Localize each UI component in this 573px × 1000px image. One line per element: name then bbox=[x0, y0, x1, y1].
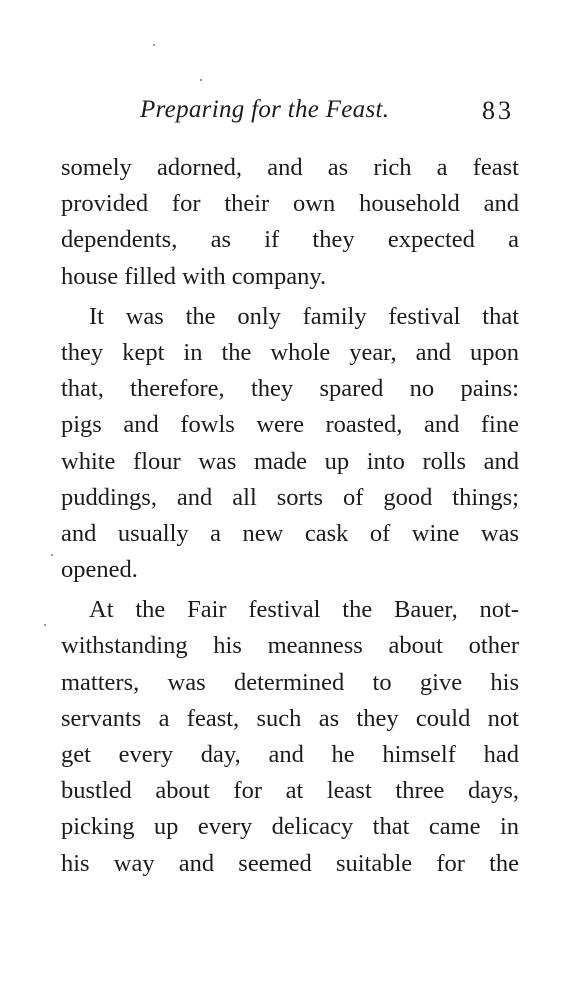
body-text bbox=[61, 150, 519, 882]
paragraph-3 bbox=[61, 592, 519, 882]
paragraph-2 bbox=[61, 299, 519, 589]
text-line: It was the only family festival that bbox=[89, 302, 519, 330]
text-line: bustled about for at least three days, bbox=[61, 777, 519, 805]
text-line: dependents, as if they expected a bbox=[61, 226, 519, 254]
text-line: and usually a new cask of wine was bbox=[61, 519, 519, 547]
text-line: that, therefore, they spared no pains: bbox=[61, 375, 519, 403]
text-line: picking up every delicacy that came in bbox=[61, 813, 519, 841]
paper-speck bbox=[44, 624, 46, 626]
paragraph-1 bbox=[61, 150, 519, 295]
paper-speck bbox=[153, 44, 155, 46]
running-head bbox=[140, 96, 520, 132]
text-line: withstanding his meanness about other bbox=[61, 632, 519, 660]
text-line: puddings, and all sorts of good things; bbox=[61, 483, 519, 511]
text-line: pigs and fowls were roasted, and fine bbox=[61, 411, 519, 439]
text-line: matters, was determined to give his bbox=[61, 668, 519, 696]
running-head-title: Preparing for the Feast. bbox=[140, 96, 390, 123]
page-number: 83 bbox=[482, 96, 514, 125]
paper-speck bbox=[51, 554, 53, 556]
text-line: At the Fair festival the Bauer, not- bbox=[89, 596, 519, 624]
text-line: get every day, and he himself had bbox=[61, 741, 519, 768]
text-line: they kept in the whole year, and upon bbox=[61, 338, 519, 366]
paper-speck bbox=[200, 79, 202, 81]
text-line: provided for their own household and bbox=[61, 190, 519, 218]
text-line: white flour was made up into rolls and bbox=[61, 447, 519, 475]
text-line: somely adorned, and as rich a feast bbox=[61, 154, 519, 181]
text-line: servants a feast, such as they could not bbox=[61, 704, 519, 732]
text-line: his way and seemed suitable for the bbox=[61, 849, 519, 877]
text-line: house filled with company. bbox=[61, 262, 327, 290]
text-line: opened. bbox=[61, 556, 138, 584]
